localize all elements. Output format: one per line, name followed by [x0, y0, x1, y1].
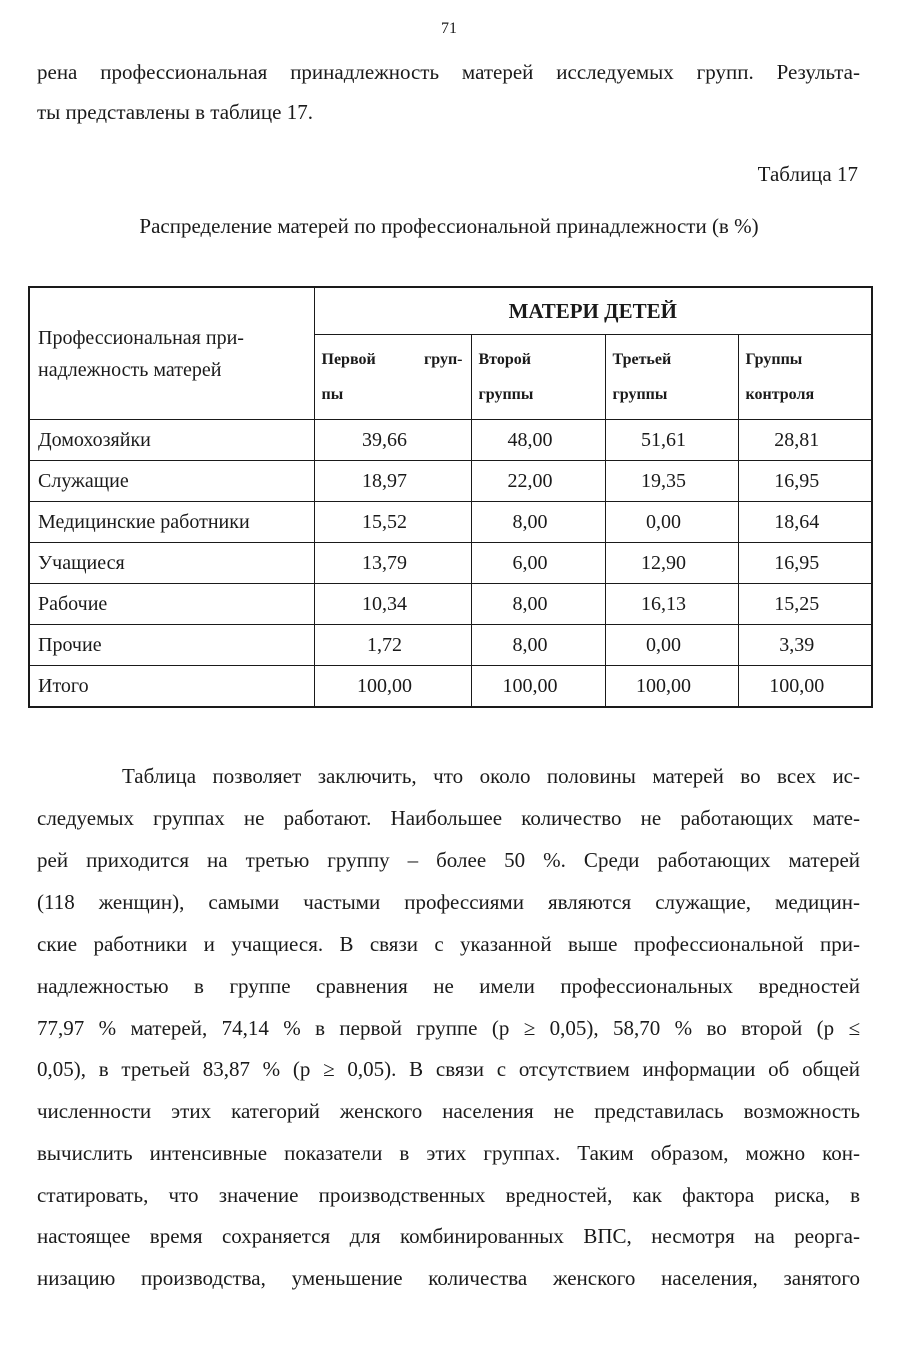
body-line-3: рей приходится на третью группу – более 50 %. Среди работающих матерей [37, 848, 860, 872]
intro-line-1: рена профессиональная принадлежность матерей исследуемых групп. Результа- [37, 60, 860, 84]
column-header-line: пы [321, 386, 344, 403]
row-label: Рабочие [29, 584, 314, 625]
cell-value: 18,64 [774, 510, 820, 533]
cell-value: 8,00 [512, 510, 548, 533]
cell-value: 15,52 [362, 510, 407, 533]
table-cell [738, 461, 872, 502]
table-row [29, 543, 872, 584]
table-cell [605, 543, 738, 584]
table-cell [314, 584, 471, 625]
table-cell [738, 543, 872, 584]
row-label: Медицинские работники [29, 502, 314, 543]
row-label: Служащие [29, 461, 314, 502]
column-header-line: Первой груп- [321, 351, 463, 368]
column-header-line: Группы [745, 351, 803, 368]
row-header-line-1: Профессиональная при- [38, 326, 244, 349]
cell-value: 39,66 [362, 428, 407, 451]
body-line-10: вычислить интенсивные показатели в этих группах. Таким образом, можно кон- [37, 1141, 860, 1165]
table-row [29, 625, 872, 666]
cell-value: 18,97 [362, 469, 407, 492]
cell-value: 1,72 [367, 633, 402, 656]
table-cell [314, 666, 471, 708]
cell-value: 19,35 [641, 469, 686, 492]
cell-value: 100,00 [357, 674, 412, 697]
body-line-9: численности этих категорий женского населения не представилась возможность [37, 1099, 860, 1123]
group-header: МАТЕРИ ДЕТЕЙ [314, 287, 872, 335]
table-cell [605, 625, 738, 666]
cell-value: 8,00 [512, 592, 548, 615]
column-header-line: контроля [745, 386, 815, 403]
row-label: Домохозяйки [29, 420, 314, 461]
table-cell [314, 543, 471, 584]
body-line-5: ские работники и учащиеся. В связи с указанной выше профессиональной при- [37, 932, 860, 956]
body-line-11: статировать, что значение производственных вредностей, как фактора риска, в [37, 1183, 860, 1207]
column-header-line: группы [478, 386, 534, 403]
cell-value: 0,00 [646, 510, 681, 533]
cell-value: 8,00 [512, 633, 548, 656]
cell-value: 100,00 [502, 674, 558, 697]
row-label: Прочие [29, 625, 314, 666]
table-cell [471, 625, 605, 666]
table-cell [471, 461, 605, 502]
column-header-control-group [738, 335, 872, 420]
table-cell [738, 666, 872, 708]
cell-value: 16,13 [641, 592, 686, 615]
profession-table [28, 286, 873, 708]
column-header-second-group [471, 335, 605, 420]
table-cell [314, 502, 471, 543]
table-cell [738, 420, 872, 461]
column-header-line: Третьей [612, 351, 672, 368]
cell-value: 16,95 [774, 469, 820, 492]
table-cell [605, 584, 738, 625]
cell-value: 16,95 [774, 551, 820, 574]
body-line-12: настоящее время сохраняется для комбинированных ВПС, несмотря на реорга- [37, 1224, 860, 1248]
cell-value: 10,34 [362, 592, 407, 615]
table-cell [471, 502, 605, 543]
cell-value: 0,00 [646, 633, 681, 656]
cell-value: 15,25 [774, 592, 820, 615]
table-cell [471, 666, 605, 708]
table-cell [605, 666, 738, 708]
table-cell [605, 461, 738, 502]
table-number: Таблица 17 [757, 162, 858, 186]
row-label: Учащиеся [29, 543, 314, 584]
page-number: 71 [441, 20, 457, 37]
body-line-6: надлежностью в группе сравнения не имели профессиональных вредностей [37, 974, 860, 998]
table-cell [471, 420, 605, 461]
cell-value: 28,81 [774, 428, 820, 451]
table-cell [738, 625, 872, 666]
table-cell [314, 461, 471, 502]
body-line-1: Таблица позволяет заключить, что около половины матерей во всех ис- [122, 764, 860, 788]
body-line-2: следуемых группах не работают. Наибольшее количество не работающих мате- [37, 806, 860, 830]
cell-value: 12,90 [641, 551, 686, 574]
table-cell [471, 543, 605, 584]
cell-value: 51,61 [641, 428, 686, 451]
table-row [29, 461, 872, 502]
table-cell [314, 420, 471, 461]
row-header [29, 287, 314, 420]
table-row [29, 420, 872, 461]
table-caption: Распределение матерей по профессиональной принадлежности (в %) [139, 214, 759, 238]
table-cell [471, 584, 605, 625]
intro-line-2: ты представлены в таблице 17. [37, 100, 313, 124]
table-cell [738, 584, 872, 625]
body-line-13: низацию производства, уменьшение количества женского населения, занятого [37, 1266, 860, 1290]
cell-value: 48,00 [507, 428, 553, 451]
table-row [29, 584, 872, 625]
cell-value: 3,39 [779, 633, 815, 656]
column-header-line: группы [612, 386, 668, 403]
body-line-4: (118 женщин), самыми частыми профессиями являются служащие, медицин- [37, 890, 860, 914]
column-header-first-group [314, 335, 471, 420]
cell-value: 100,00 [636, 674, 691, 697]
body-line-7: 77,97 % матерей, 74,14 % в первой группе (р ≥ 0,05), 58,70 % во второй (р ≤ [37, 1016, 860, 1040]
cell-value: 6,00 [512, 551, 548, 574]
table-cell [605, 420, 738, 461]
table-row [29, 502, 872, 543]
body-line-8: 0,05), в третьей 83,87 % (р ≥ 0,05). В связи с отсутствием информации об общей [37, 1057, 860, 1081]
cell-value: 100,00 [769, 674, 825, 697]
table-cell [605, 502, 738, 543]
row-label: Итого [29, 666, 314, 708]
table-cell [738, 502, 872, 543]
table-row-total [29, 666, 872, 708]
cell-value: 13,79 [362, 551, 407, 574]
table-cell [314, 625, 471, 666]
column-header-line: Второй [478, 351, 531, 368]
cell-value: 22,00 [507, 469, 553, 492]
column-header-third-group [605, 335, 738, 420]
row-header-line-2: надлежность матерей [38, 358, 222, 381]
